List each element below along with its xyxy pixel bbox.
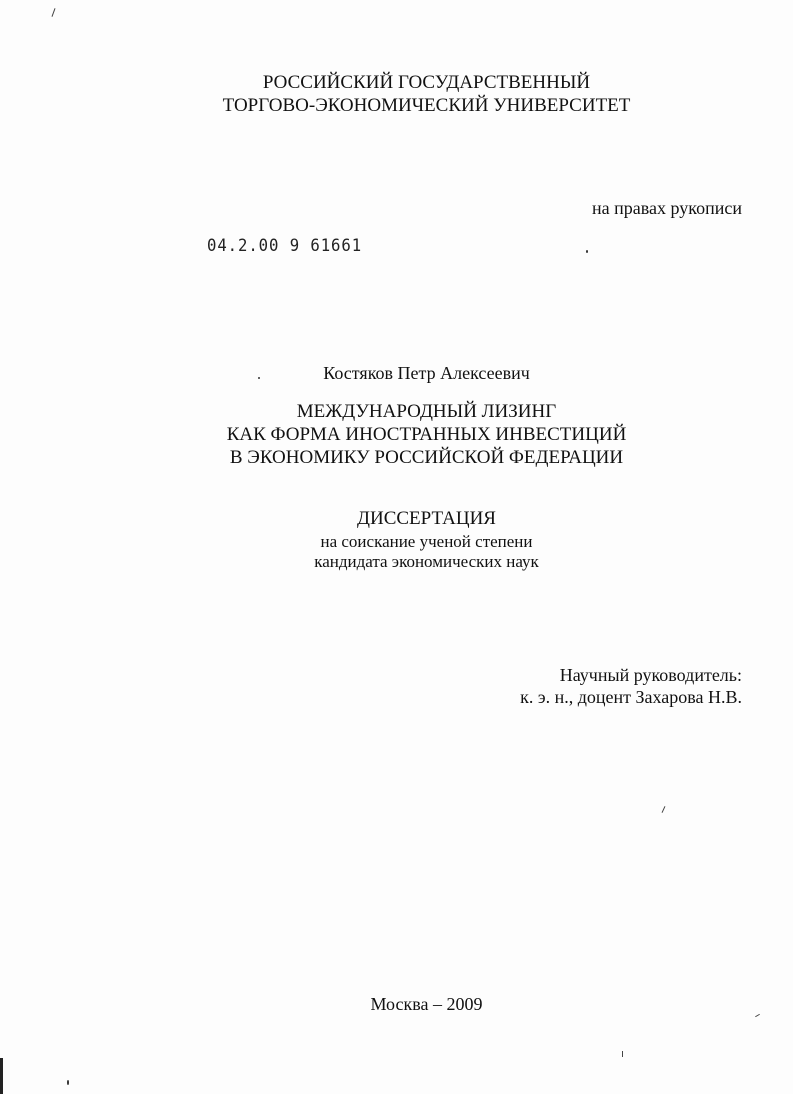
university-name-line-2: ТОРГОВО-ЭКОНОМИЧЕСКИЙ УНИВЕРСИТЕТ: [222, 95, 631, 116]
scan-edge-mark: [0, 1058, 3, 1094]
registration-number-stamp: 04.2.00 9 61661: [207, 236, 363, 256]
scan-speck: [67, 1080, 69, 1085]
thesis-title-line-1: МЕЖДУНАРОДНЫЙ ЛИЗИНГ: [296, 401, 557, 422]
university-name-line-1: РОССИЙСКИЙ ГОСУДАРСТВЕННЫЙ: [262, 72, 591, 93]
city-year: Москва – 2009: [370, 994, 483, 1014]
degree-line-2: кандидата экономических наук: [314, 552, 539, 571]
scan-mark: [622, 1051, 623, 1057]
supervisor-label: Научный руководитель:: [559, 665, 742, 685]
scan-speck: [586, 250, 588, 253]
scan-mark: [51, 8, 55, 17]
manuscript-note: на правах рукописи: [592, 198, 742, 218]
thesis-title-line-2: КАК ФОРМА ИНОСТРАННЫХ ИНВЕСТИЦИЙ: [226, 424, 627, 445]
work-type-label: ДИССЕРТАЦИЯ: [357, 508, 496, 529]
scan-mark: [662, 806, 666, 813]
author-name: Костяков Петр Алексеевич: [323, 363, 530, 383]
supervisor-name: к. э. н., доцент Захарова Н.В.: [520, 687, 742, 707]
scan-speck: [258, 377, 260, 379]
degree-line-1: на соискание ученой степени: [320, 532, 533, 551]
thesis-title-line-3: В ЭКОНОМИКУ РОССИЙСКОЙ ФЕДЕРАЦИИ: [229, 447, 624, 468]
